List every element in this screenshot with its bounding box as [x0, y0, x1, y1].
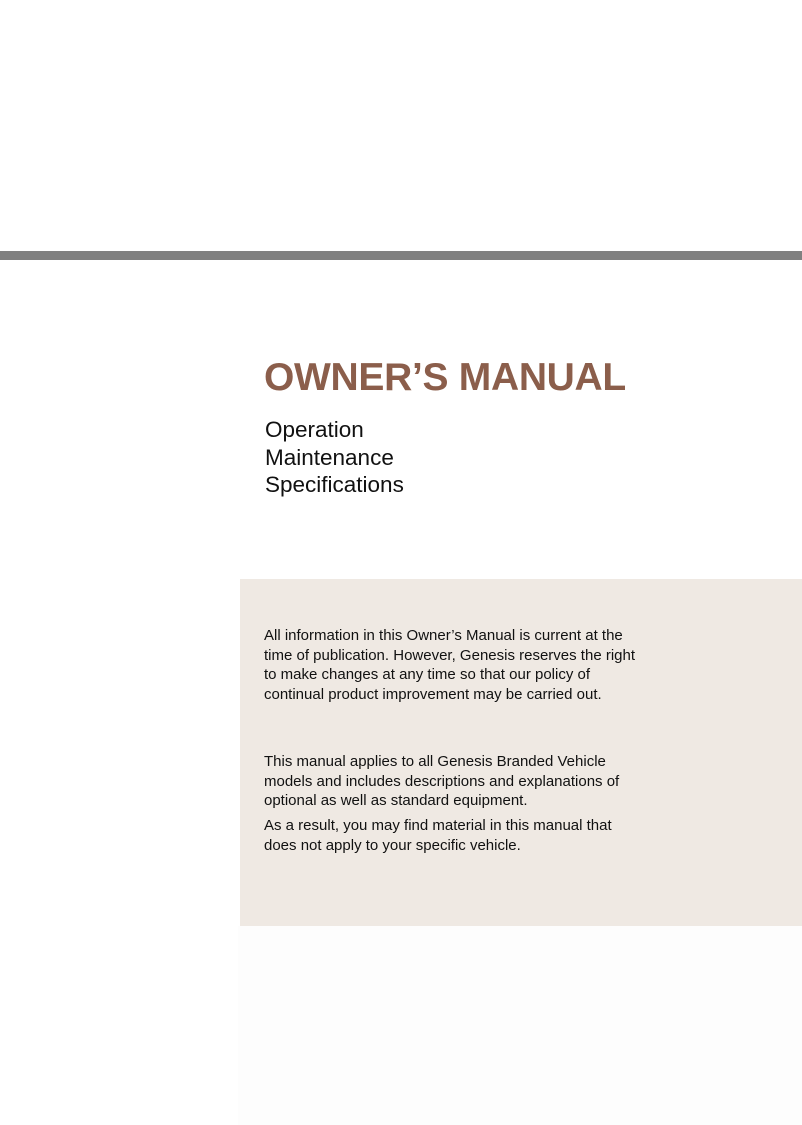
lower-panel: [238, 926, 802, 1125]
subtitle-specifications: Specifications: [265, 472, 404, 497]
subtitle-operation: Operation: [265, 417, 364, 442]
header-divider-bar: [0, 251, 802, 260]
notice-paragraph: This manual applies to all Genesis Branded Vehicle models and includes descriptions and explanations of optional as well as standard equipment.: [264, 753, 620, 809]
subtitle-list: [265, 416, 404, 499]
notice-paragraph: All information in this Owner’s Manual is current at the time of publication. However, Genesis reserves the right to make changes at any time so that our policy of continual product improvement may be carried out.: [264, 627, 636, 703]
subtitle-maintenance: Maintenance: [265, 444, 394, 470]
notice-paragraph: As a result, you may find material in this manual that does not apply to your specific vehicle.: [264, 817, 612, 854]
page-title: OWNER’S MANUAL: [264, 356, 626, 399]
